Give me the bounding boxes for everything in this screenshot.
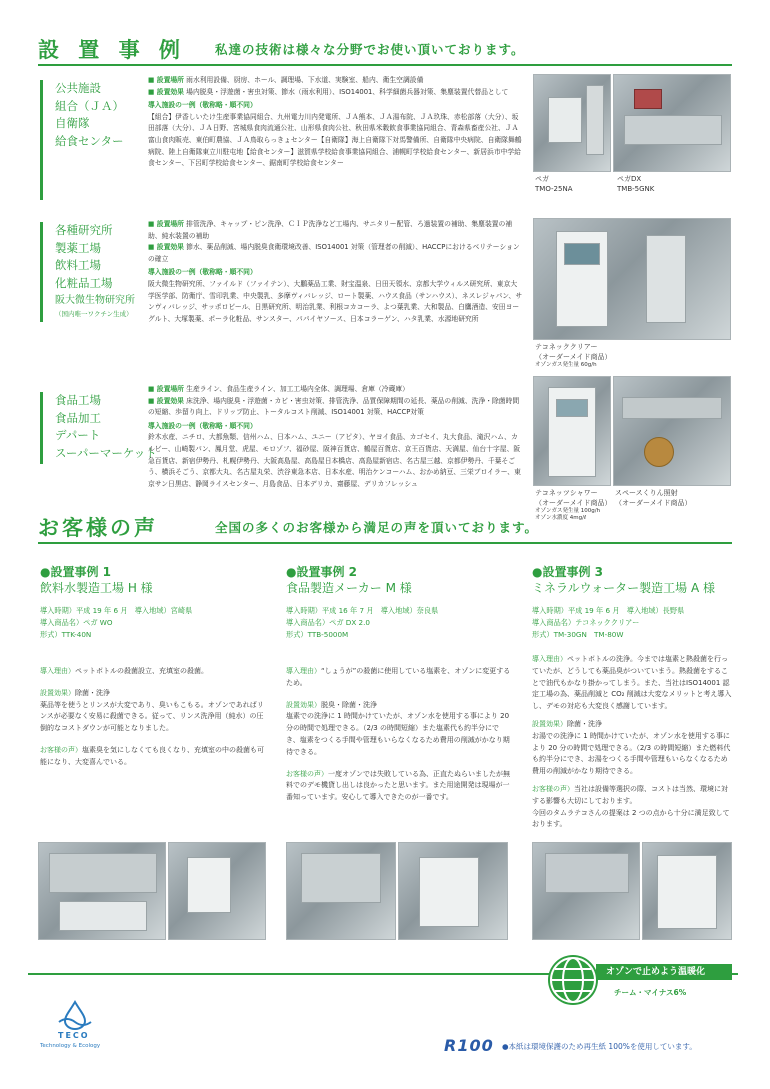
- category-public-details: [148, 75, 523, 170]
- droplet-icon: [57, 1000, 93, 1030]
- case-model: 形式）TTK-40N: [40, 630, 92, 639]
- effect-text: 除菌・洗浄: [75, 688, 110, 697]
- case-2-meta: [286, 605, 511, 641]
- category-public: [40, 80, 124, 200]
- photo-caption: ペガDX: [617, 175, 642, 183]
- photo-teconec-shower: [533, 376, 611, 486]
- category-name: 飲料工場: [55, 258, 101, 272]
- category-name: 食品加工: [55, 410, 101, 425]
- photo-caption: スペースくりん照射: [615, 489, 678, 497]
- team-minus-text: チーム・マイナス6%: [614, 988, 687, 997]
- case-product: 導入商品名）ペガ WO: [40, 618, 113, 627]
- section-subtitle-installations: 私達の技術は様々な分野でお使い頂いております。: [215, 42, 525, 57]
- effect-label: ■ 設置効果: [148, 87, 184, 96]
- teco-logo: [40, 1000, 110, 1058]
- photo-case-1b: [168, 842, 266, 940]
- case-number: ●設置事例 1: [40, 565, 111, 579]
- effect-detail: 塩素での洗浄に 1 時間かけていたが、オゾン水を使用する事により 20 分の時間で処理できる。（2/3 の時間短縮）また塩素代も約半分にでき、塩素をつくる手間や管理もいらなくなるため費用の削減がかなり期待できる。: [286, 712, 510, 756]
- category-name: 食品工場: [55, 393, 101, 407]
- effect-label: 設置効果）: [532, 719, 567, 728]
- category-name: 阪大微生物研究所: [55, 295, 135, 306]
- reason-text: ペットボトルの殺菌設立、充填室の殺菌。: [75, 667, 208, 675]
- divider: [38, 542, 732, 544]
- photo-caption: TMO-25NA: [535, 185, 573, 193]
- facility-list: 鈴木水産、ニチロ、大都魚類、信州ハム、日本ハム、ユニー（アピタ）、ヤヨイ食品、カゴセイ、丸大食品、滝沢ハム、カルビー、山崎製パン、鳳月堂、虎屋、モロゾフ、福砂屋、阪神百貨店、鶴屋百貨店、京王百貨店、天満屋、仙台十字屋、阪急百貨店、新宿伊勢丹、札幌伊勢丹、大阪高島屋、高島屋日本橋店、高島屋新宿店、名古屋三越、京都伊勢丹、千葉そごう、横浜そごう、京都大丸、名古屋丸栄、渋谷東急本店、日本水産、明治ケンコーハム、おかめ納豆、三栄ブロイラー、東京サン日黒店、静岡ライスセンター、月島食品、日本デリカ、齋藤屋、デリカフレッシュ: [148, 433, 521, 488]
- reason-text: “しょうが”の殺菌に使用している塩素を、オゾンに変更するため。: [286, 667, 511, 687]
- list-head: 導入施設の一例（敬称略・順不同）: [148, 101, 257, 110]
- category-note: （国内唯一ワクチン生成）: [55, 309, 133, 318]
- globe-icon: [548, 955, 598, 1005]
- case-number: ●設置事例 3: [532, 565, 603, 579]
- place-text: 雨水利用設備、厨房、ホール、調理場、下水道、実験室、船内、衛生空調設備: [186, 76, 424, 84]
- case-3-header: [532, 564, 752, 596]
- effect-label: 設置効果）: [286, 700, 321, 709]
- photo-case-2a: [286, 842, 396, 940]
- category-name: 給食センター: [55, 133, 124, 148]
- photo-caption: オゾン水濃度 4mg/ℓ: [535, 515, 587, 521]
- reason-label: 導入理由）: [286, 667, 321, 675]
- case-1-meta: [40, 605, 265, 641]
- photo-caption: テコネッククリアー: [535, 343, 598, 351]
- effect-label: ■ 設置効果: [148, 243, 184, 252]
- photo-caption: テコネッツシャワー: [535, 489, 598, 497]
- photo-caption: オゾンガス発生量 60g/h: [535, 362, 597, 368]
- category-name: 組合（ＪＡ）: [55, 98, 124, 113]
- reason-label: 導入理由）: [532, 655, 567, 663]
- category-food-details: [148, 384, 523, 490]
- photo-pega: [533, 74, 611, 172]
- team-minus-badge: [548, 955, 732, 1007]
- category-research: [40, 222, 135, 322]
- divider: [38, 64, 732, 66]
- photo-caption: オゾンガス発生量 100g/h: [535, 508, 601, 514]
- photo-case-3b: [642, 842, 732, 940]
- case-period: 導入時期）平成 16 年 7 月 導入地域）奈良県: [286, 606, 439, 615]
- voice-text: 一度オゾンでは失敗している為、正直たぬらいましたが無料でのデモ機貸し出しは良かったと思います。また用途開発は現場が一番知っています。安心して導入できたのが一番です。: [286, 769, 510, 802]
- category-name: デパート: [55, 428, 101, 442]
- r100-mark: R100: [444, 1036, 494, 1055]
- case-period: 導入時期）平成 19 年 6 月 導入地域）長野県: [532, 606, 685, 615]
- reason-text: ペットボトルの洗浄。今までは塩素と熱殺菌を行っていたが、どうしても薬品臭がついていまう。熱殺菌をすることで油代もかなり掛かってしまう。また、当社はISO14001 認定工場の為、薬品削減と CO₂ 削減は大変なメリットと考え導入し、デモの対応も大変良く感謝しています。: [532, 655, 732, 711]
- category-research-details: [148, 219, 523, 325]
- case-1-header: [40, 564, 260, 596]
- voice-text: 当社は設備等選択の際、コストは当然、環境に対する影響も大切にしております。: [532, 784, 728, 805]
- photo-case-1a: [38, 842, 166, 940]
- case-1-body: [40, 666, 265, 769]
- photo-caption: （オーダーメイド商品）: [535, 499, 612, 507]
- reason-label: 導入理由）: [40, 667, 75, 675]
- recycled-paper-note: ●本紙は環境保護のため再生紙 100%を使用しています。: [502, 1042, 697, 1051]
- category-food: [40, 392, 157, 464]
- case-3-meta: [532, 605, 737, 641]
- effect-detail: お湯での洗浄に 1 時間かけていたが、オゾン水を使用する事により 20 分の時間で処理できる。（2/3 の時間短縮）また燃料代も約半分にでき、お湯をつくる手間や管理もいらなくなるため費用の削減がかなり期待できる。: [532, 731, 731, 776]
- place-label: ■ 設置場所: [148, 220, 184, 228]
- category-name: 製薬工場: [55, 240, 101, 255]
- place-label: ■ 設置場所: [148, 385, 184, 393]
- logo-subtext: Technology & Ecology: [40, 1043, 101, 1049]
- category-name: 自衛隊: [55, 116, 90, 130]
- case-product: 導入商品名）ペガ DX 2.0: [286, 618, 370, 627]
- photo-case-3a: [532, 842, 640, 940]
- case-product: 導入商品名）テコネッククリアー: [532, 618, 640, 627]
- photo-caption: （オーダーメイド商品）: [615, 499, 692, 507]
- facility-list: 阪大微生物研究所、ファイルド（ファイテン）、大鵬薬品工業、財宝温泉、日田天領水、京都大学ウィルス研究所、東京大学医学部、防衛庁、雪印乳業、中央製乳、多摩ヴィバレッジ、ロート製薬、ハウス食品（サンハウス）、ネスレジャパン、サンヴィバレッジ、サッポロビール、日黒研究所、明治乳業、利根コカコーラ、よつ葉乳業、大和製品、白鷹酒造、安田ヨーグルト、大塚製薬、ポーラ化粧品、サンスター、パパイヤソース、日本コラーゲン、ハタ乳業、水源地研究所: [148, 279, 523, 323]
- section-subtitle-voices: 全国の多くのお客様から満足の声を頂いております。: [215, 520, 539, 535]
- category-name: 各種研究所: [55, 223, 113, 237]
- slogan-banner: オゾンで止めよう温暖化: [596, 964, 732, 980]
- voice-label: お客様の声）: [286, 769, 328, 778]
- logo-text: TECO: [58, 1031, 90, 1040]
- case-model: 形式）TTB-5000M: [286, 630, 349, 639]
- case-period: 導入時期）平成 19 年 6 月 導入地域）宮崎県: [40, 606, 193, 615]
- effect-text: 節水、薬品削減、場内脱臭食衛環境改善、ISO14001 対策（管理者の削減）、HACCPにおけるベリテーションの確立: [148, 243, 520, 263]
- voice-text-2: 今回のタムラテコさんの提案は 2 つの点から十分に満足致しております。: [532, 808, 730, 829]
- voice-label: お客様の声）: [40, 745, 82, 754]
- photo-caption: ペガ: [535, 175, 549, 183]
- effect-label: 設置効果）: [40, 688, 75, 697]
- facility-list: 【組合】伊香しいたけ生産事業協同組合、九州電力川内発電所、ＪＡ熊本、ＪＡ湯布院、ＪＡ玖珠、赤松部落（大分）、坂田部落（大分）、ＪＡ日野、宮城県食肉流通公社、山形県食肉公社、秋田県米穀飲食事業協同組合、青森県畜産公社、ＪＡ富山食肉販売、東伯町農協、ＪＡ鳥取らっきょセンター【自衛隊】海上自衛隊下対馬警備所、自衛隊中央病院、自衛隊舞鶴病院、陸上自衛隊東立川駐屯地【給食センター】滋賀県学校給食事業協同組合、浦幌町学校給食センター、新居浜市中学給食センター、下呂町学校給食センター、鋸南町学校給食センター: [148, 112, 522, 168]
- case-2-body: [286, 666, 511, 804]
- place-text: 排管洗浄、キャップ・ピン洗浄、ＣＩＰ洗浄など工場内、サニタリー配管、ろ過装置の補助、集塵装置の補助、純水装置の補助: [148, 220, 513, 240]
- place-label: ■ 設置場所: [148, 76, 184, 84]
- photo-pega-dx: [613, 74, 731, 172]
- photo-caption: （オーダーメイド商品）: [535, 353, 612, 361]
- effect-text: 床洗浄、場内脱臭・浮遊菌・カビ・害虫対策、排管洗浄、品質保障期間の延長、薬品の削減、洗浄・除菌時間の短縮、歩留り向上、ドリップ防止、トータルコスト削減、ISO14001 対策、HACCP対策: [148, 396, 520, 417]
- case-3-body: [532, 654, 732, 831]
- section-title-voices: お客様の声: [38, 516, 158, 540]
- case-name: 食品製造メーカー M 様: [286, 581, 412, 595]
- voice-label: お客様の声）: [532, 784, 574, 793]
- case-model: 形式）TM-30GN TM-80W: [532, 630, 624, 639]
- section-title-installations: 設 置 事 例: [38, 38, 186, 62]
- photo-case-2b: [398, 842, 508, 940]
- voice-text: 塩素臭を気にしなくても良くなり、充填室の中の殺菌も可能になり、大変喜んでいる。: [40, 745, 264, 766]
- case-name: ミネラルウォーター製造工場 A 様: [532, 581, 715, 595]
- list-head: 導入施設の一例（敬称略・順不同）: [148, 421, 257, 430]
- effect-label: ■ 設置効果: [148, 396, 184, 405]
- effect-text: 脱臭・除菌・洗浄: [321, 700, 377, 709]
- list-head: 導入施設の一例（敬称略・順不同）: [148, 268, 257, 277]
- category-name: 化粧品工場: [55, 275, 113, 290]
- case-name: 飲料水製造工場 H 様: [40, 581, 153, 595]
- photo-caption: TMB-5GNK: [617, 185, 655, 193]
- case-number: ●設置事例 2: [286, 565, 357, 579]
- category-name: スーパーマーケット: [55, 445, 157, 460]
- photo-teconec-clear: [533, 218, 731, 340]
- photo-space-clean: [613, 376, 731, 486]
- effect-text: 場内脱臭・浮遊菌・害虫対策、節水（雨水利用）、ISO14001、科学細菌兵器対策、集塵装置代替品として: [186, 87, 509, 96]
- place-text: 生産ライン、食品生産ライン、加工工場内全体、調理場、倉庫（冷蔵庫）: [186, 385, 409, 393]
- effect-detail: 薬品等を使うとリンスが大変であり、臭いもこもる。オゾンであればリンスが必要なく安易に殺菌できる。従って、リンス洗浄用（純水）の圧倒的なコストダウンが可能となりました。: [40, 700, 264, 733]
- category-name: 公共施設: [55, 81, 101, 95]
- effect-text: 除菌・洗浄: [567, 719, 602, 728]
- case-2-header: [286, 564, 506, 596]
